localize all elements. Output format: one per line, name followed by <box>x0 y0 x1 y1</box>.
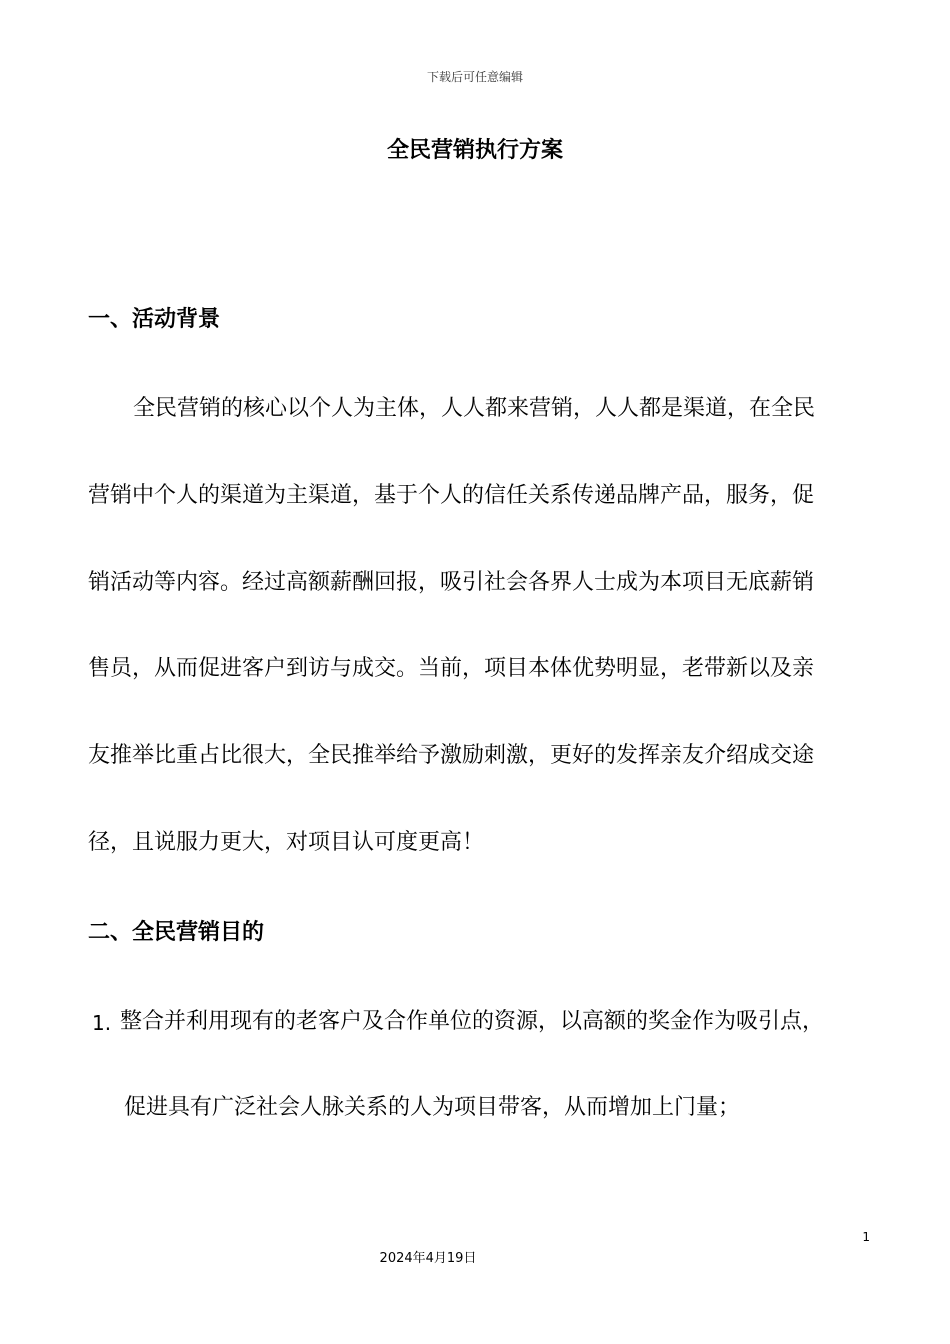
page-number: 1 <box>862 1230 870 1244</box>
paragraph-line: 销活动等内容。经过高额薪酬回报，吸引社会各界人士成为本项目无底薪销 <box>88 570 815 595</box>
header-note: 下载后可任意编辑 <box>426 70 523 84</box>
section-heading-background: 一、活动背景 <box>88 307 221 332</box>
paragraph-line: 全民营销的核心以个人为主体，人人都来营销，人人都是渠道，在全民 <box>133 396 816 421</box>
paragraph-line: 售员，从而促进客户到访与成交。当前，项目本体优势明显，老带新以及亲 <box>88 656 815 681</box>
paragraph-line: 营销中个人的渠道为主渠道，基于个人的信任关系传递品牌产品，服务，促 <box>88 483 815 508</box>
footer-date: 2024年4月19日 <box>379 1251 477 1266</box>
paragraph-line: 友推举比重占比很大，全民推举给予激励刺激，更好的发挥亲友介绍成交途 <box>88 743 815 768</box>
section-heading-purpose: 二、全民营销目的 <box>88 920 265 945</box>
list-item-line: 促进具有广泛社会人脉关系的人为项目带客，从而增加上门量； <box>124 1095 741 1120</box>
document-title: 全民营销执行方案 <box>386 138 563 163</box>
list-item-line: 整合并利用现有的老客户及合作单位的资源，以高额的奖金作为吸引点， <box>120 1009 825 1034</box>
paragraph-line: 径，且说服力更大，对项目认可度更高！ <box>88 830 485 855</box>
list-item-number: 1. <box>92 1011 112 1035</box>
